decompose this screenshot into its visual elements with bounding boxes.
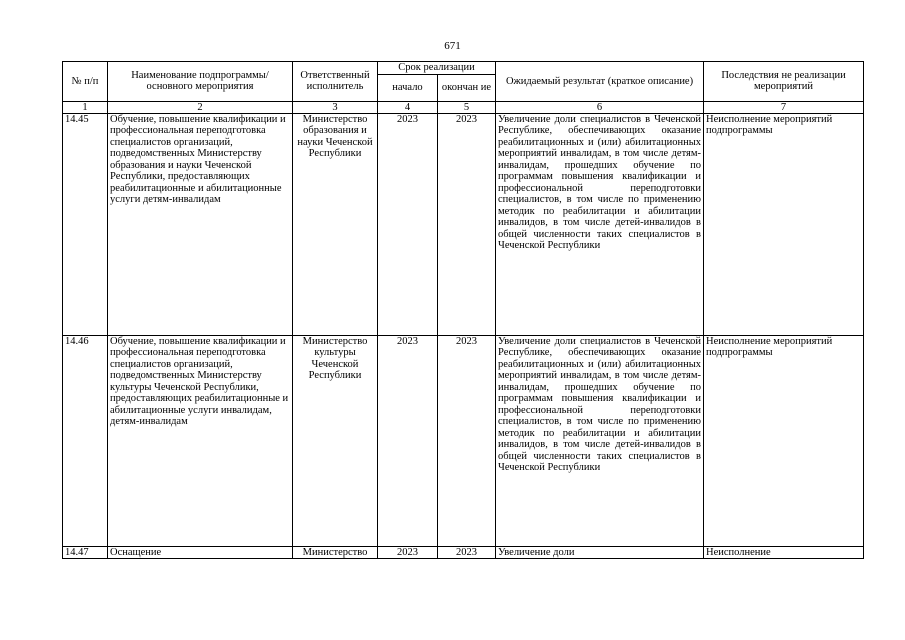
column-number: 7 xyxy=(704,101,864,113)
column-numbers-row xyxy=(63,101,864,113)
consequences: Неисполнение xyxy=(704,546,864,559)
header-executor: Ответственный исполнитель xyxy=(293,62,378,102)
header-period: Срок реализации xyxy=(378,62,496,75)
header-result: Ожидаемый результат (краткое описание) xyxy=(496,62,704,102)
executor: Министерство культуры Чеченской Республики xyxy=(293,335,378,546)
table-row xyxy=(63,113,864,335)
activity-name: Обучение, повышение квалификации и профессиональная переподготовка специалистов организаций, подведомственных Министерству образования и науки Чеченской Республики, предоставляющих реабилитационные и абилитационные услуги детям-инвалидам xyxy=(108,113,293,335)
page-number: 671 xyxy=(444,40,461,52)
header-start: начало xyxy=(378,74,438,101)
activities-table xyxy=(62,61,864,559)
table-row xyxy=(63,335,864,546)
start-year: 2023 xyxy=(378,335,438,546)
executor: Министерство xyxy=(293,546,378,559)
row-number: 14.46 xyxy=(63,335,108,546)
row-number: 14.47 xyxy=(63,546,108,559)
consequences: Неисполнение мероприятий подпрограммы xyxy=(704,113,864,335)
row-number: 14.45 xyxy=(63,113,108,335)
column-number: 1 xyxy=(63,101,108,113)
header-consequences: Последствия не реализации мероприятий xyxy=(704,62,864,102)
column-number: 6 xyxy=(496,101,704,113)
end-year: 2023 xyxy=(438,113,496,335)
executor: Министерство образования и науки Чеченской Республики xyxy=(293,113,378,335)
header-name: Наименование подпрограммы/ основного мероприятия xyxy=(108,62,293,102)
consequences: Неисполнение мероприятий подпрограммы xyxy=(704,335,864,546)
column-number: 4 xyxy=(378,101,438,113)
start-year: 2023 xyxy=(378,113,438,335)
expected-result: Увеличение доли xyxy=(496,546,704,559)
end-year: 2023 xyxy=(438,546,496,559)
header-num: № п/п xyxy=(63,62,108,102)
expected-result: Увеличение доли специалистов в Чеченской Республике, обеспечивающих оказание реабилитационных и (или) абилитационных мероприятий инвалидам, в том числе детям-инвалидам, прошедших обучение по программам повышения квалификации и профессиональной переподготовки специалистов, в том числе по применению методик по реабилитации и абилитации инвалидов, в том числе детей-инвалидов в общей численности таких специалистов в Чеченской Республики xyxy=(496,335,704,546)
expected-result: Увеличение доли специалистов в Чеченской Республике, обеспечивающих оказание реабилитационных и (или) абилитационных мероприятий инвалидам, в том числе детям-инвалидам, прошедших обучение по программам повышения квалификации и профессиональной переподготовки специалистов, в том числе по применению методик по реабилитации и абилитации инвалидов, в том числе детей-инвалидов в общей численности таких специалистов в Чеченской Республики xyxy=(496,113,704,335)
activity-name: Обучение, повышение квалификации и профессиональная переподготовка специалистов организаций, подведомственных Министерству культуры Чеченской Республики, предоставляющих реабилитационные и абилитационные услуги инвалидам, детям-инвалидам xyxy=(108,335,293,546)
column-number: 3 xyxy=(293,101,378,113)
start-year: 2023 xyxy=(378,546,438,559)
column-number: 2 xyxy=(108,101,293,113)
activity-name: Оснащение xyxy=(108,546,293,559)
header-end: окончан ие xyxy=(438,74,496,101)
end-year: 2023 xyxy=(438,335,496,546)
table-row xyxy=(63,546,864,559)
column-number: 5 xyxy=(438,101,496,113)
